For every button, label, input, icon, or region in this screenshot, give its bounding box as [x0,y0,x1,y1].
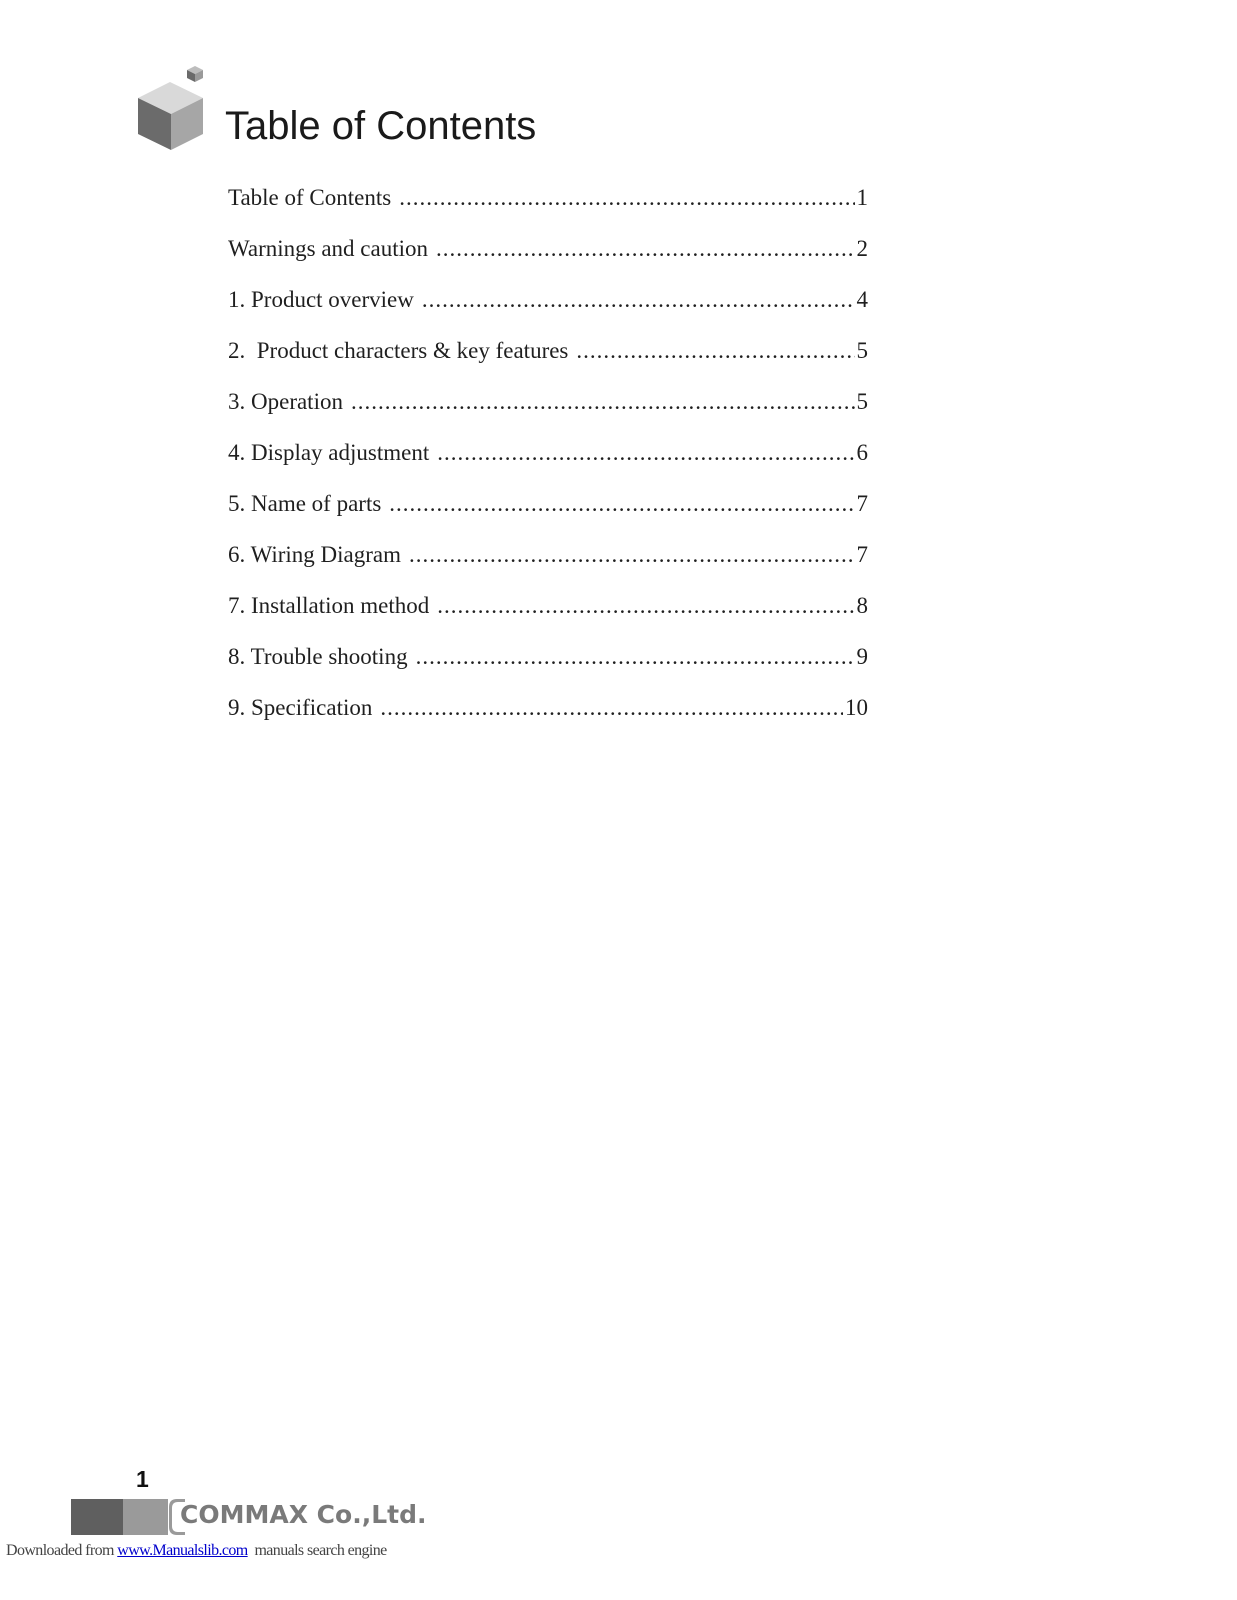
toc-entry-label: 7. Installation method [228,593,430,618]
toc-entry-label: 2. Product characters & key features [228,338,569,363]
toc-dot-leader [380,695,843,721]
toc-dot-leader [416,644,855,670]
footer-bar-dark [71,1499,123,1535]
toc-dot-leader [437,440,854,466]
toc-entry[interactable] [228,695,868,746]
toc-entry-label: 1. Product overview [228,287,414,312]
toc-entry-page-number: 10 [845,695,868,720]
toc-entry[interactable] [228,542,868,593]
toc-entry[interactable] [228,644,868,695]
toc-entry-label: 8. Trouble shooting [228,644,408,669]
toc-entry-page-number: 1 [856,185,868,210]
toc-dot-leader [409,542,854,568]
toc-entry-page-number: 2 [856,236,868,261]
toc-entry[interactable] [228,491,868,542]
company-logo: COMMAX Co.,Ltd. [180,1500,427,1529]
toc-entry-label: 3. Operation [228,389,343,414]
toc-dot-leader [399,185,854,211]
toc-entry[interactable] [228,185,868,236]
toc-dot-leader [422,287,855,313]
table-of-contents [228,185,868,746]
toc-entry-label: Table of Contents [228,185,392,210]
download-note-prefix: Downloaded from [6,1542,118,1559]
toc-entry[interactable] [228,593,868,644]
page-number: 1 [136,1466,149,1492]
toc-entry-label: 4. Display adjustment [228,440,430,465]
manualslib-link[interactable]: www.Manualslib.com [117,1542,248,1559]
toc-dot-leader [351,389,855,415]
toc-entry[interactable] [228,287,868,338]
toc-dot-leader [437,593,854,619]
toc-dot-leader [576,338,854,364]
toc-entry-page-number: 6 [856,440,868,465]
toc-dot-leader [389,491,854,517]
toc-entry-label: Warnings and caution [228,236,428,261]
toc-entry-page-number: 5 [856,389,868,414]
download-note-suffix: manuals search engine [247,1542,387,1559]
toc-entry-page-number: 7 [856,542,868,567]
toc-entry[interactable] [228,338,868,389]
toc-entry[interactable] [228,236,868,287]
toc-entry-label: 6. Wiring Diagram [228,542,402,567]
cube-icon [135,62,210,154]
toc-entry-page-number: 4 [856,287,868,312]
toc-dot-leader [436,236,855,262]
download-note [6,1542,387,1560]
toc-entry-label: 5. Name of parts [228,491,382,516]
footer-bar-light [123,1499,168,1535]
page-title: Table of Contents [225,104,537,148]
toc-entry-label: 9. Specification [228,695,373,720]
toc-entry[interactable] [228,440,868,491]
toc-entry-page-number: 7 [856,491,868,516]
toc-entry-page-number: 8 [856,593,868,618]
toc-entry-page-number: 9 [856,644,868,669]
toc-entry-page-number: 5 [856,338,868,363]
toc-entry[interactable] [228,389,868,440]
